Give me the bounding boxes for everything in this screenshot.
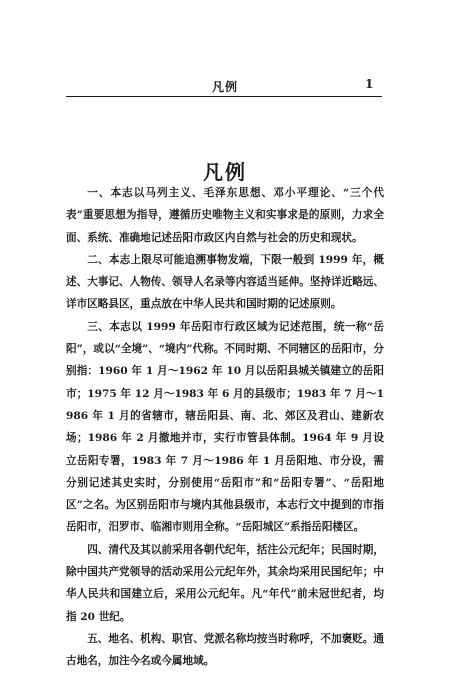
- page-heading: 凡例: [203, 160, 247, 185]
- running-header-title: 凡例: [211, 80, 238, 94]
- running-header: [0, 0, 450, 100]
- header-rule: [66, 96, 382, 97]
- paragraph-2: 二、本志上限尽可能追溯事物发端，下限一般到 1999 年，概述、大事记、人物传、领导人名录等内容适当延伸。坚持详近略远、详市区略县区，重点放在中华人民共和国时期的记述原则。: [66, 253, 384, 311]
- paragraph-4: 四、清代及其以前采用各朝代纪年，括注公元纪年；民国时期，除中国共产党领导的活动采用公元纪年外，其余均采用民国纪年；中华人民共和国建立后，采用公元纪年。凡“年代”前未冠世纪者，均指 20 世纪。: [66, 543, 384, 623]
- paragraph-5: 五、地名、机构、职官、党派名称均按当时称呼，不加褒贬。通古地名，加注今名或今属地域。: [66, 632, 384, 668]
- body-text: [66, 182, 384, 673]
- page-number: 1: [365, 77, 374, 91]
- paragraph-3: 三、本志以 1999 年岳阳市行政区域为记述范围，统一称“岳阳”，或以“全境”、“境内”代称。不同时期、不同辖区的岳阳市，分别指：1960 年 1 月～1962 年 10 月以岳阳县城关镇建立的岳阳市；1975 年 12 月～1983 年 6 月的县级市；1983 年 7 月～1986 年 1 月的省辖市，辖岳阳县、南、北、郊区及君山、建新农场；1986 年 2 月撤地并市，实行市管县体制。1964 年 9 月设立岳阳专署，1983 年 7 月～1986 年 1 月岳阳地、市分设，需分别记述其史实时，分别使用“岳阳市”和“岳阳专署”、“岳阳地区”之名。为区别岳阳市与境内其他县级市，本志行文中提到的市指岳阳市，汨罗市、临湘市则用全称。“岳阳城区”系指岳阳楼区。: [66, 320, 384, 534]
- paragraph-1: 一、本志以马列主义、毛泽东思想、邓小平理论、“三个代表”重要思想为指导，遵循历史唯物主义和实事求是的原则，力求全面、系统、准确地记述岳阳市政区内自然与社会的历史和现状。: [66, 187, 384, 244]
